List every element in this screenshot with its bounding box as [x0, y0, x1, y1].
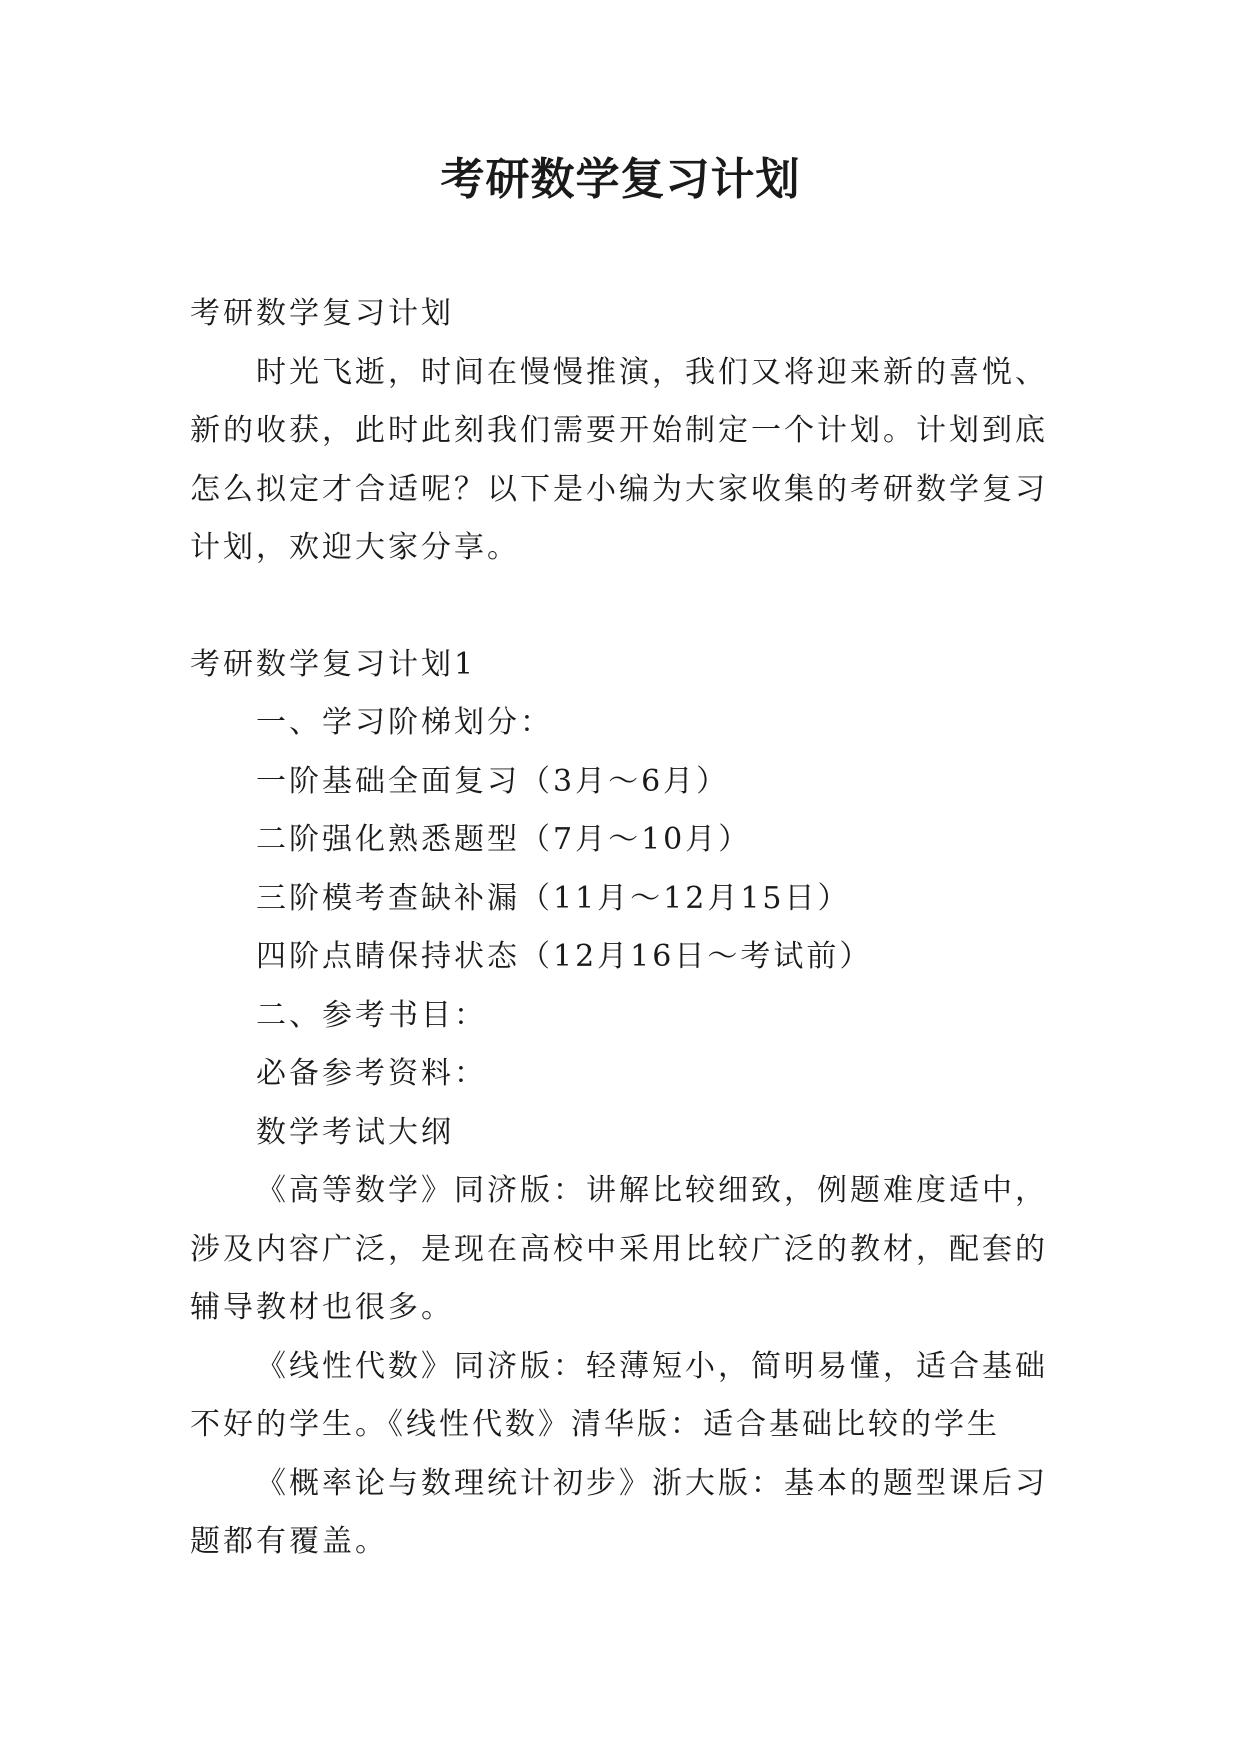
book-linear-algebra: 《线性代数》同济版：轻薄短小，简明易懂，适合基础不好的学生。《线性代数》清华版：适合基础比较的学生 [190, 1348, 1048, 1442]
book-probability: 《概率论与数理统计初步》浙大版：基本的题型课后习题都有覆盖。 [190, 1465, 1048, 1559]
stage-item-3: 三阶模考查缺补漏（11月～12月15日） [256, 880, 851, 916]
stage-item-1: 一阶基础全面复习（3月～6月） [256, 763, 730, 799]
stage-item-2: 二阶强化熟悉题型（7月～10月） [256, 822, 752, 857]
subtitle: 考研数学复习计划 [190, 296, 454, 331]
document-title: 考研数学复习计划 [440, 154, 801, 205]
exam-syllabus-item: 数学考试大纲 [256, 1114, 454, 1150]
book-advanced-math: 《高等数学》同济版：讲解比较细致，例题难度适中，涉及内容广泛，是现在高校中采用比较广泛的教材，配套的辅导教材也很多。 [190, 1173, 1048, 1325]
paragraph-gap [190, 578, 1070, 636]
stage-item-4: 四阶点睛保持状态（12月16日～考试前） [256, 939, 873, 974]
intro-paragraph: 时光飞逝，时间在慢慢推演，我们又将迎来新的喜悦、新的收获，此时此刻我们需要开始制定一个计划。计划到底怎么拟定才合适呢？以下是小编为大家收集的考研数学复习计划，欢迎大家分享。 [190, 354, 1048, 565]
required-materials-label: 必备参考资料： [256, 1056, 487, 1091]
stage-heading: 一、学习阶梯划分： [256, 705, 553, 740]
section-heading: 考研数学复习计划1 [190, 646, 477, 682]
books-heading: 二、参考书目： [256, 997, 487, 1033]
document-body [190, 285, 1070, 1572]
